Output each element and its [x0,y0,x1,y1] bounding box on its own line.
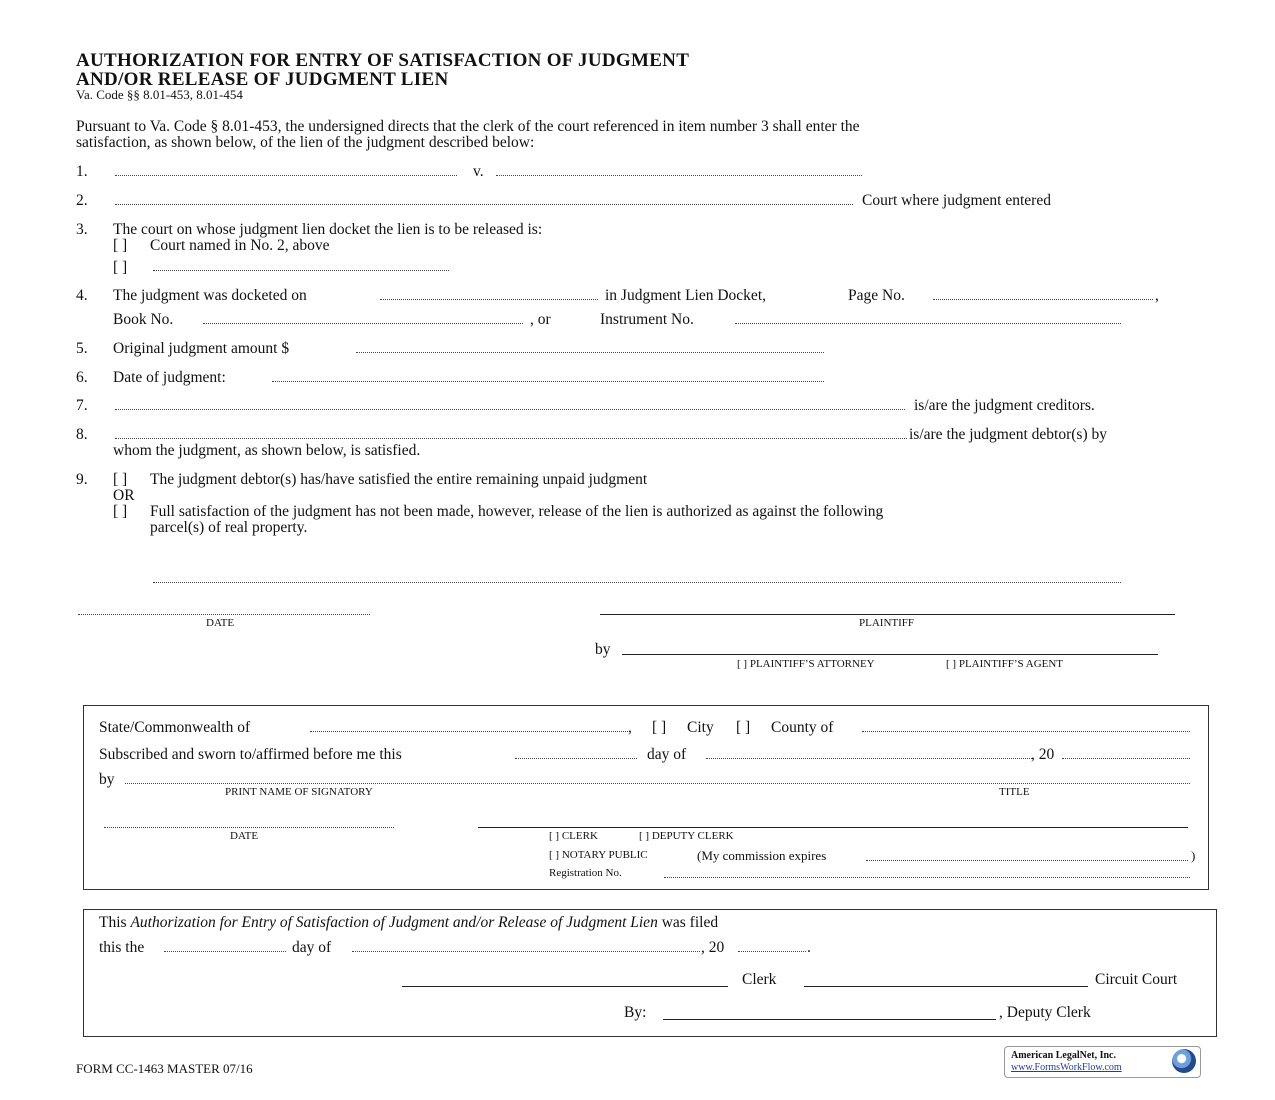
registration-label: Registration No. [549,867,622,879]
city-checkbox[interactable]: [ ] [652,719,667,736]
item-number: 9. [76,471,88,488]
court-named-checkbox[interactable]: [ ] [113,237,128,254]
other-court-field[interactable] [153,270,449,271]
other-court-checkbox[interactable]: [ ] [113,259,128,276]
real-property-field[interactable] [153,582,1121,583]
notary-date-label: DATE [230,830,259,842]
filing-this-the-label: this the [99,939,145,956]
judgment-date-field[interactable] [272,381,824,382]
court-entered-field[interactable] [115,204,853,205]
judgment-debtors-line2: whom the judgment, as shown below, is satisfied. [113,442,421,459]
item-number: 1. [76,163,88,180]
state-field[interactable] [310,731,628,732]
county-field[interactable] [862,731,1190,732]
plaintiff-name-field[interactable] [115,175,457,176]
judgment-amount-label: Original judgment amount $ [113,340,290,357]
book-no-field[interactable] [203,323,523,324]
filing-day-field[interactable] [164,951,286,952]
signature-date-label: DATE [206,617,235,629]
clerk-label: Clerk [742,971,777,988]
globe-icon [1172,1049,1196,1073]
deputy-clerk-label: , Deputy Clerk [999,1004,1091,1021]
judgment-debtors-field[interactable] [115,438,907,439]
plaintiff-label: PLAINTIFF [859,617,915,629]
full-satisfaction-label: The judgment debtor(s) has/have satisfied the entire remaining unpaid judgment [150,471,648,488]
item-number: 3. [76,221,88,238]
county-checkbox[interactable]: [ ] [736,719,751,736]
defendant-name-field[interactable] [496,175,862,176]
filing-month-field[interactable] [352,951,700,952]
representative-signature-line[interactable] [622,654,1158,655]
filing-form-title: Authorization for Entry of Satisfaction of Judgment and/or Release of Judgment Lien [130,914,658,931]
court-entered-label: Court where judgment entered [862,192,1051,209]
filing-day-of-label: day of [292,939,332,956]
vendor-link[interactable]: www.FormsWorkFlow.com [1011,1062,1122,1073]
release-court-question: The court on whose judgment lien docket the lien is to be released is: [113,221,543,238]
lien-docket-label: in Judgment Lien Docket, [605,287,766,304]
judgment-creditors-label: is/are the judgment creditors. [914,397,1095,414]
officer-signature-line[interactable] [478,827,1188,828]
or-label: , or [530,311,551,328]
state-comma: , [628,719,632,736]
instrument-no-label: Instrument No. [600,311,694,328]
versus-label: v. [473,163,484,180]
page-no-label: Page No. [848,287,905,304]
print-name-label: PRINT NAME OF SIGNATORY [225,786,373,798]
judgment-amount-field[interactable] [356,352,824,353]
deputy-clerk-line[interactable] [663,1019,996,1020]
judgment-creditors-field[interactable] [115,409,905,410]
filing-prefix: This [99,914,127,931]
signatory-name-field[interactable] [125,783,1190,784]
item-number: 5. [76,340,88,357]
sworn-label: Subscribed and sworn to/affirmed before me this [99,746,402,763]
plaintiff-signature-line[interactable] [600,614,1175,615]
circuit-court-label: Circuit Court [1095,971,1178,988]
vendor-logo[interactable] [1004,1046,1201,1078]
plaintiff-attorney-checkbox[interactable]: [ ] PLAINTIFF’S ATTORNEY [737,658,875,670]
title-label: TITLE [999,786,1030,798]
state-label: State/Commonwealth of [99,719,251,736]
full-satisfaction-checkbox[interactable]: [ ] [113,471,128,488]
item-number: 2. [76,192,88,209]
form-id: FORM CC-1463 MASTER 07/16 [76,1061,253,1076]
page-no-field[interactable] [933,299,1153,300]
clerk-checkbox[interactable]: [ ] CLERK [549,830,598,842]
partial-release-label: Full satisfaction of the judgment has not been made, however, release of the lien is authorized as against the following [150,503,884,520]
vendor-name: American LegalNet, Inc. [1011,1050,1116,1061]
filing-period: . [807,939,811,956]
commission-expiry-field[interactable] [866,860,1188,861]
judgment-date-label: Date of judgment: [113,369,226,386]
intro-line1: Pursuant to Va. Code § 8.01-453, the undersigned directs that the clerk of the court referenced in item number 3 shall enter the [76,118,860,135]
sworn-day-field[interactable] [515,758,637,759]
notary-by-label: by [99,771,115,788]
filing-year-field[interactable] [738,951,806,952]
filing-suffix: was filed [661,914,719,931]
signature-by-label: by [595,641,611,658]
filing-statement [99,914,718,932]
docket-date-field[interactable] [380,299,598,300]
partial-release-checkbox[interactable]: [ ] [113,503,128,520]
page-no-comma: , [1155,287,1159,304]
signature-date-field[interactable] [78,614,370,615]
filing-year-label: , 20 [701,939,725,956]
deputy-clerk-checkbox[interactable]: [ ] DEPUTY CLERK [639,830,734,842]
circuit-court-line[interactable] [804,986,1088,987]
form-title-line1: AUTHORIZATION FOR ENTRY OF SATISFACTION OF JUDGMENT [76,50,690,71]
notary-public-checkbox[interactable]: [ ] NOTARY PUBLIC [549,849,648,861]
registration-no-field[interactable] [664,877,1190,878]
judgment-debtors-label: is/are the judgment debtor(s) by [909,426,1108,443]
sworn-day-of-label: day of [647,746,687,763]
item-number: 8. [76,426,88,443]
item-number: 7. [76,397,88,414]
notary-date-field[interactable] [104,827,394,828]
clerk-name-line[interactable] [402,986,728,987]
form-title-line2: AND/OR RELEASE OF JUDGMENT LIEN [76,69,449,90]
county-label: County of [771,719,834,736]
sworn-year-label: , 20 [1031,746,1055,763]
docketed-on-label: The judgment was docketed on [113,287,307,304]
commission-label: (My commission expires [697,848,827,863]
sworn-month-field[interactable] [706,758,1032,759]
intro-line2: satisfaction, as shown below, of the lien of the judgment described below: [76,134,535,151]
or-separator: OR [113,487,135,504]
item-number: 6. [76,369,88,386]
item-number: 4. [76,287,88,304]
deputy-by-label: By: [624,1004,647,1021]
instrument-no-field[interactable] [735,323,1121,324]
city-label: City [687,719,714,736]
partial-release-label-line2: parcel(s) of real property. [150,519,308,536]
code-reference: Va. Code §§ 8.01-453, 8.01-454 [76,87,243,102]
court-named-label: Court named in No. 2, above [150,237,330,254]
sworn-year-field[interactable] [1062,758,1190,759]
commission-close: ) [1191,848,1196,863]
book-no-label: Book No. [113,311,174,328]
plaintiff-agent-checkbox[interactable]: [ ] PLAINTIFF’S AGENT [946,658,1064,670]
